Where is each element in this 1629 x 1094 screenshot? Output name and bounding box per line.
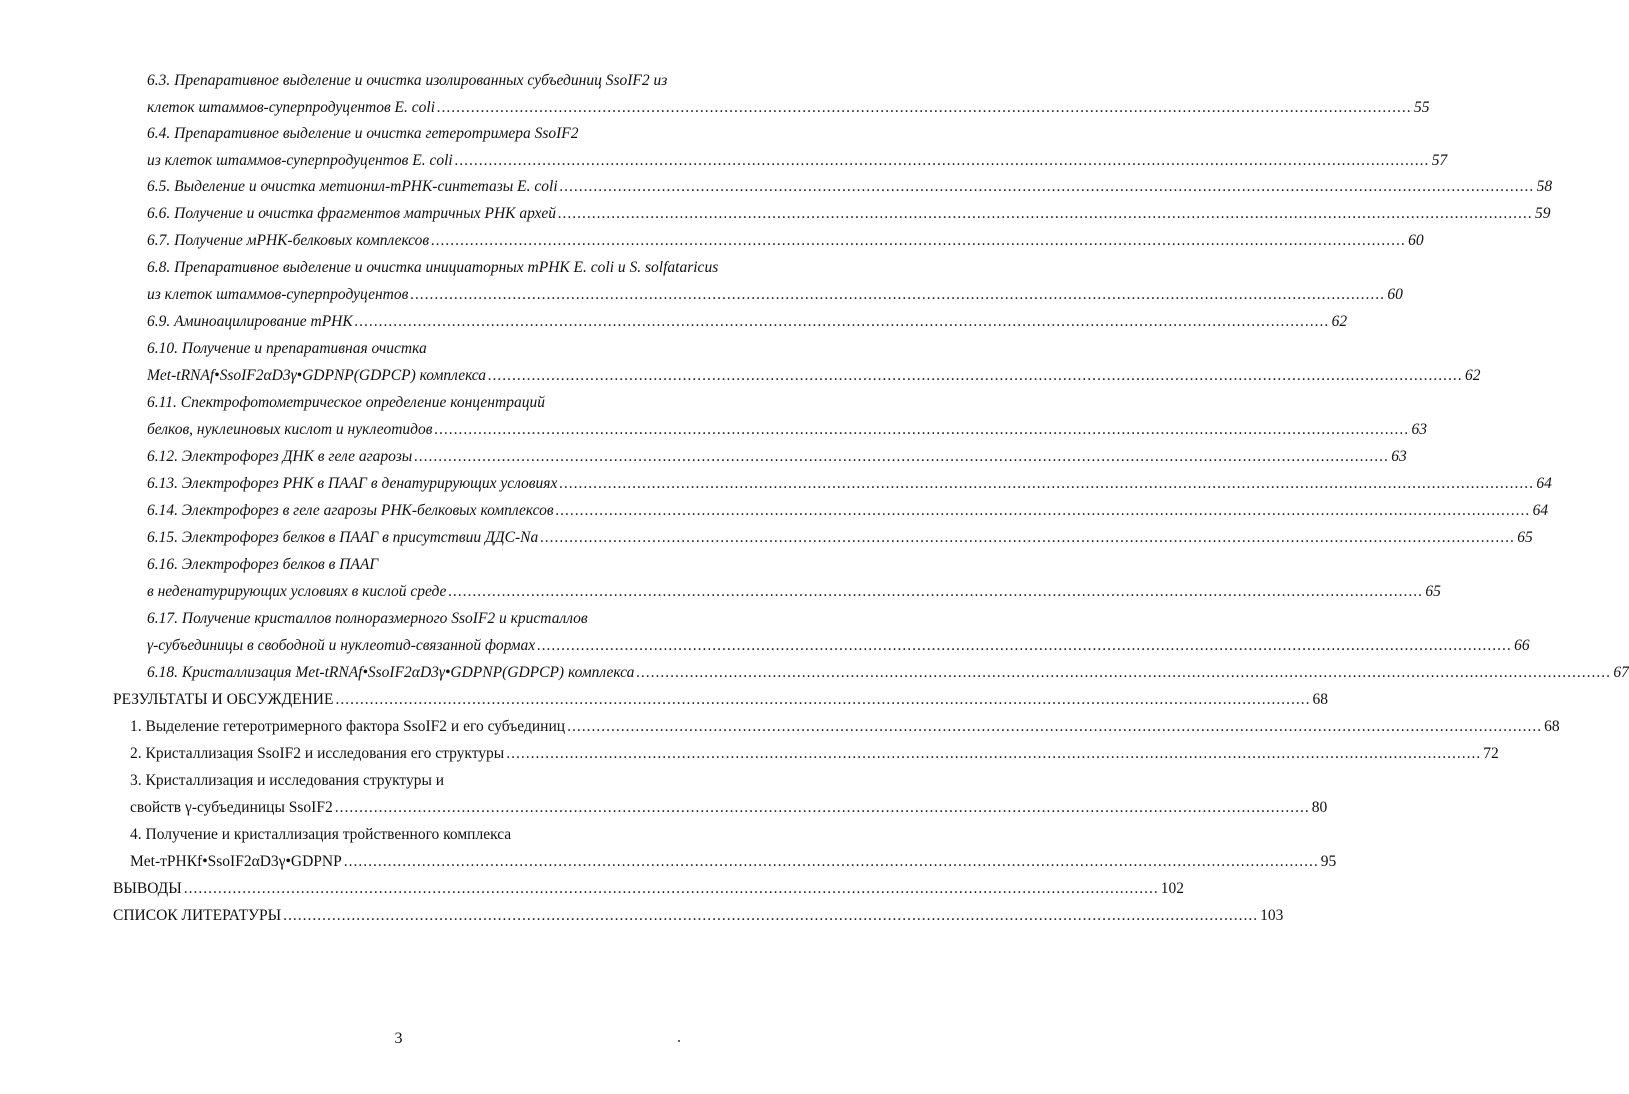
toc-entry-title: белков, нуклеиновых кислот и нуклеотидов (147, 421, 433, 438)
dot-leader: ........................................................................................................................................................................................................ (555, 502, 1531, 519)
toc-entry-page: 65 (1517, 529, 1533, 546)
toc-entry-page: 65 (1425, 583, 1441, 600)
toc-entry-title: из клеток штаммов-суперпродуцентов E. coli (147, 152, 453, 169)
toc-entry-24[interactable] (113, 689, 1328, 711)
toc-entry-29[interactable] (130, 824, 742, 846)
toc-entry-30[interactable] (130, 851, 1337, 873)
toc-entry-page: 80 (1311, 799, 1328, 816)
toc-entry-title: 6.3. Препаративное выделение и очистка изолированных субъединиц SsoIF2 из (147, 72, 668, 89)
toc-entry-25[interactable] (130, 716, 1560, 738)
dot-leader: ........................................................................................................................................................................................................ (183, 880, 1159, 897)
dot-leader: ........................................................................................................................................................................................................ (343, 853, 1319, 870)
toc-entry-title: 3. Кристаллизация и исследования структуры и (130, 772, 445, 789)
toc-entry-6[interactable] (147, 203, 1551, 225)
toc-entry-title: 6.6. Получение и очистка фрагментов матричных РНК архей (147, 205, 557, 222)
toc-entry-title: 6.17. Получение кристаллов полноразмерного SsoIF2 и кристаллов (147, 610, 588, 627)
toc-entry-5[interactable] (147, 176, 1553, 198)
toc-entry-title: 2. Кристаллизация SsoIF2 и исследования его структуры (130, 745, 505, 762)
toc-entry-page: 63 (1411, 421, 1427, 438)
toc-entry-page: 64 (1536, 475, 1552, 492)
page-number: 3 (394, 1030, 403, 1047)
toc-entry-title: СПИСОК ЛИТЕРАТУРЫ (113, 907, 282, 924)
dot-leader: ........................................................................................................................................................................................................ (437, 99, 1413, 116)
toc-entry-page: 102 (1160, 880, 1184, 897)
toc-entry-page: 64 (1532, 502, 1549, 519)
toc-entry-2[interactable] (147, 97, 1430, 119)
toc-entry-page: 95 (1320, 853, 1337, 870)
toc-entry-title: свойств γ-субъединицы SsoIF2 (130, 799, 333, 816)
dot-leader: ........................................................................................................................................................................................................ (334, 799, 1310, 816)
dot-leader: ........................................................................................................................................................................................................ (354, 313, 1330, 330)
toc-entry-title: 6.7. Получение мРНК-белковых комплексов (147, 232, 430, 249)
toc-entry-title: в неденатурирующих условиях в кислой среде (147, 583, 447, 600)
toc-entry-21[interactable] (147, 608, 742, 630)
toc-entry-page: 72 (1483, 745, 1499, 762)
toc-entry-page: 103 (1260, 907, 1284, 924)
toc-entry-title: 6.15. Электрофорез белков в ПААГ в присутствии ДДС-Na (147, 529, 539, 546)
toc-entry-title: 6.14. Электрофорез в геле агарозы РНК-белковых комплексов (147, 502, 554, 519)
dot-leader: ........................................................................................................................................................................................................ (335, 691, 1311, 708)
toc-entry-title: γ-субъединицы в свободной и нуклеотид-связанной формах (147, 637, 536, 654)
dot-leader: ........................................................................................................................................................................................................ (414, 448, 1390, 465)
toc-entry-8[interactable] (147, 257, 742, 279)
toc-entry-19[interactable] (147, 554, 742, 576)
toc-entry-11[interactable] (147, 338, 742, 360)
toc-entry-31[interactable] (113, 878, 1184, 900)
toc-entry-26[interactable] (130, 743, 1499, 765)
toc-entry-22[interactable] (147, 635, 1530, 657)
scan-speck (678, 1040, 680, 1042)
toc-entry-9[interactable] (147, 284, 1403, 306)
toc-entry-14[interactable] (147, 419, 1427, 441)
toc-entry-title: Met-тРНКf•SsoIF2αD3γ•GDPNP (130, 853, 342, 870)
toc-entry-page: 62 (1465, 367, 1481, 384)
toc-entry-page: 60 (1408, 232, 1424, 249)
toc-entry-title: ВЫВОДЫ (113, 880, 182, 897)
toc-entry-16[interactable] (147, 473, 1552, 495)
toc-entry-title: РЕЗУЛЬТАТЫ И ОБСУЖДЕНИЕ (113, 691, 334, 708)
dot-leader: ........................................................................................................................................................................................................ (537, 637, 1513, 654)
toc-entry-title: 6.13. Электрофорез РНК в ПААГ в денатурирующих условиях (147, 475, 558, 492)
toc-entry-title: клеток штаммов-суперпродуцентов E. coli (147, 99, 436, 116)
dot-leader: ........................................................................................................................................................................................................ (559, 178, 1535, 195)
toc-entry-page: 59 (1535, 205, 1551, 222)
toc-entry-title: 6.4. Препаративное выделение и очистка гетеротримера SsoIF2 (147, 125, 579, 142)
dot-leader: ........................................................................................................................................................................................................ (567, 718, 1543, 735)
toc-entry-page: 58 (1536, 178, 1553, 195)
dot-leader: ........................................................................................................................................................................................................ (454, 152, 1430, 169)
toc-entry-title: 6.10. Получение и препаративная очистка (147, 340, 427, 357)
toc-entry-page: 60 (1387, 286, 1403, 303)
dot-leader: ........................................................................................................................................................................................................ (540, 529, 1516, 546)
toc-entry-page: 68 (1544, 718, 1560, 735)
toc-entry-title: Met-tRNAf•SsoIF2αD3γ•GDPNP(GDPCP) комплекса (147, 367, 486, 384)
toc-entry-3[interactable] (147, 123, 742, 145)
dot-leader: ........................................................................................................................................................................................................ (506, 745, 1482, 762)
dot-leader: ........................................................................................................................................................................................................ (636, 664, 1612, 681)
toc-entry-28[interactable] (130, 797, 1328, 819)
toc-entry-20[interactable] (147, 581, 1441, 603)
dot-leader: ........................................................................................................................................................................................................ (488, 367, 1463, 384)
toc-entry-title: 6.16. Электрофорез белков в ПААГ (147, 556, 379, 573)
toc-entry-title: 4. Получение и кристаллизация тройственного комплекса (130, 826, 512, 843)
dot-leader: ........................................................................................................................................................................................................ (448, 583, 1424, 600)
dot-leader: ........................................................................................................................................................................................................ (431, 232, 1407, 249)
dot-leader: ........................................................................................................................................................................................................ (558, 205, 1534, 222)
toc-entry-page: 66 (1514, 637, 1530, 654)
toc-entry-title: 1. Выделение гетеротримерного фактора SsoIF2 и его субъединиц (130, 718, 566, 735)
toc-entry-18[interactable] (147, 527, 1533, 549)
toc-entry-page: 63 (1391, 448, 1407, 465)
toc-entry-10[interactable] (147, 311, 1348, 333)
toc-entry-page: 67 (1613, 664, 1629, 681)
toc-entry-12[interactable] (147, 365, 1481, 387)
toc-entry-title: 6.18. Кристаллизация Met-tRNAf•SsoIF2αD3γ•GDPNP(GDPCP) комплекса (147, 664, 635, 681)
toc-entry-page: 62 (1331, 313, 1348, 330)
toc-entry-27[interactable] (130, 770, 742, 792)
toc-entry-title: 6.11. Спектрофотометрическое определение концентраций (147, 394, 545, 411)
toc-entry-4[interactable] (147, 150, 1448, 172)
toc-entry-page: 68 (1312, 691, 1328, 708)
toc-entry-title: 6.8. Препаративное выделение и очистка инициаторных тРНК E. coli и S. solfataricus (147, 259, 719, 276)
dot-leader: ........................................................................................................................................................................................................ (559, 475, 1535, 492)
dot-leader: ........................................................................................................................................................................................................ (410, 286, 1386, 303)
toc-entry-title: 6.12. Электрофорез ДНК в геле агарозы (147, 448, 413, 465)
toc-entry-32[interactable] (113, 905, 1284, 927)
toc-entry-title: из клеток штаммов-суперпродуцентов (147, 286, 409, 303)
toc-entry-23[interactable] (147, 662, 1629, 684)
toc-entry-17[interactable] (147, 500, 1549, 522)
toc-entry-page: 57 (1431, 152, 1448, 169)
dot-leader: ........................................................................................................................................................................................................ (434, 421, 1410, 438)
toc-entry-13[interactable] (147, 392, 742, 414)
dot-leader: ........................................................................................................................................................................................................ (283, 907, 1259, 924)
toc-entry-7[interactable] (147, 230, 1424, 252)
toc-entry-15[interactable] (147, 446, 1407, 468)
toc-entry-title: 6.5. Выделение и очистка метионил-тРНК-синтетазы E. coli (147, 178, 558, 195)
toc-entry-title: 6.9. Аминоацилирование тРНК (147, 313, 353, 330)
toc-entry-page: 55 (1414, 99, 1430, 116)
toc-entry-1[interactable] (147, 70, 742, 92)
